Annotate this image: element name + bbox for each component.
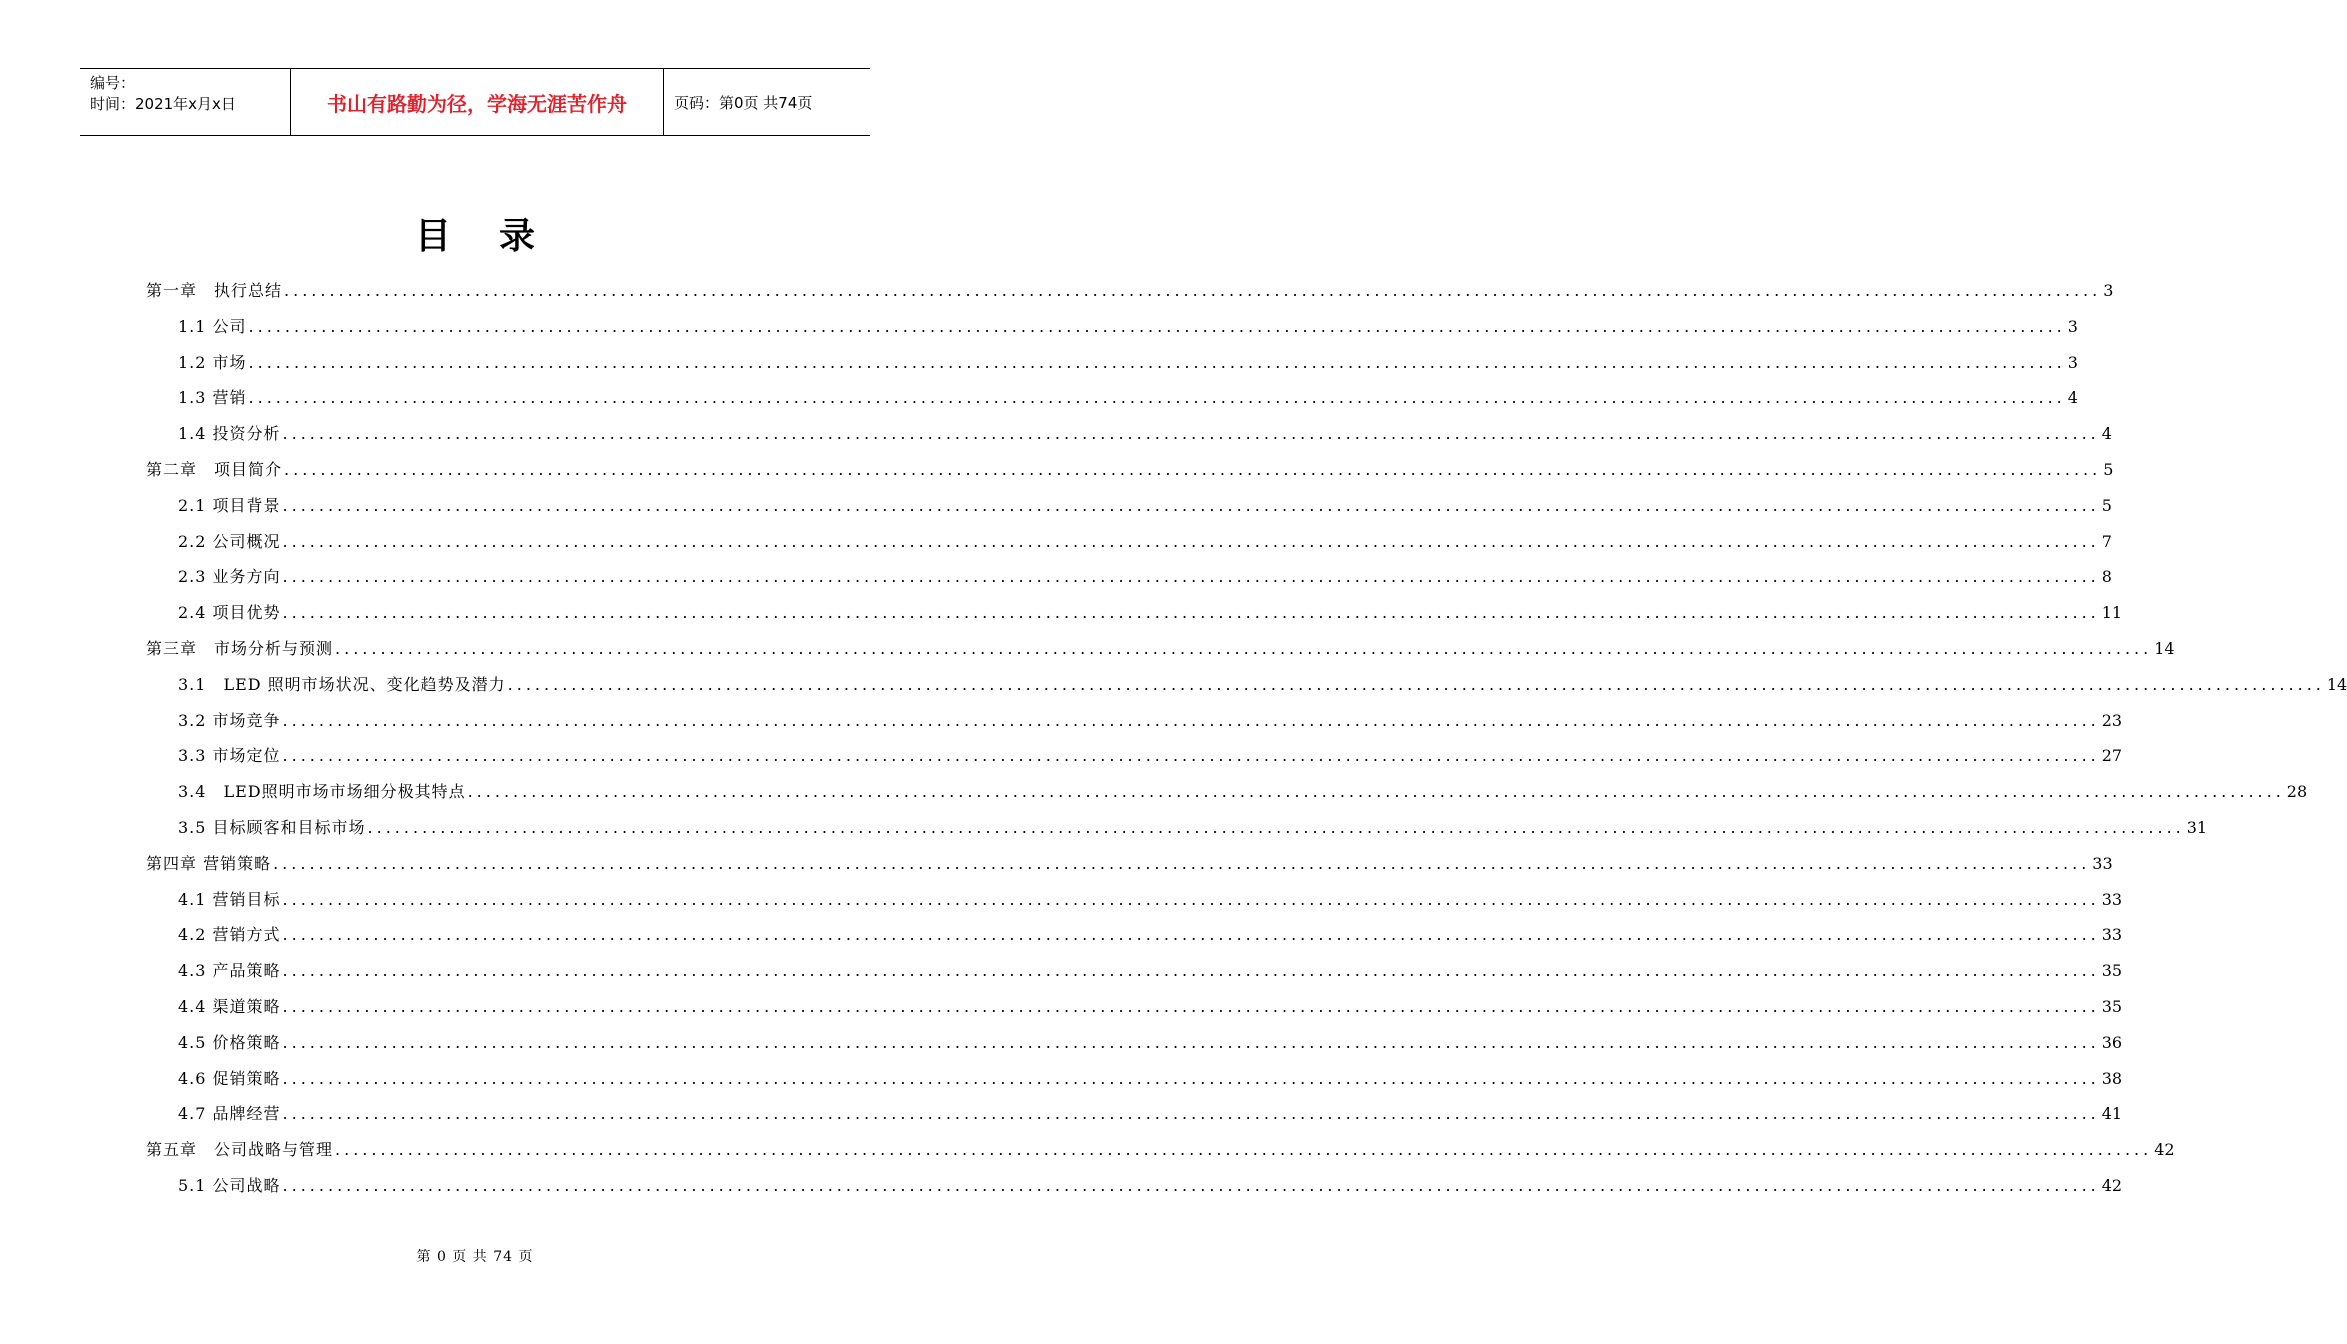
toc-entry-label: 1.3 营销 xyxy=(178,388,247,408)
time-label: 时间：2021年x月x日 xyxy=(90,95,236,113)
toc-entry-label: 5.1 公司战略 xyxy=(178,1176,281,1195)
toc-entry-label: 第四章 营销策略 xyxy=(146,853,272,873)
toc-leader-dots: ........................................................................................................................................................................................................ xyxy=(284,460,2102,479)
toc-leader-dots: ........................................................................................................................................................................................................ xyxy=(282,531,2100,551)
toc-entry-page: 27 xyxy=(2101,746,2123,766)
toc-entry-page: 3 xyxy=(2103,281,2114,300)
toc-entry-page: 31 xyxy=(2186,818,2208,837)
toc-leader-dots: ........................................................................................................................................................................................................ xyxy=(282,710,2100,730)
header-page-info: 页码：第0页 共74页 xyxy=(664,69,871,136)
toc-title: 目录 xyxy=(414,216,583,257)
toc-entry-page: 4 xyxy=(2101,424,2112,444)
toc-chapter-entry[interactable] xyxy=(146,454,2114,486)
toc-leader-dots: ........................................................................................................................................................................................................ xyxy=(335,1140,2153,1160)
toc-entry-page: 42 xyxy=(2101,1176,2123,1195)
toc-entry-page: 35 xyxy=(2101,961,2123,981)
toc-leader-dots: ........................................................................................................................................................................................................ xyxy=(284,281,2102,300)
toc-section-entry[interactable] xyxy=(178,561,2112,593)
toc-entry-label: 2.4 项目优势 xyxy=(178,603,281,623)
toc-entry-label: 4.6 促销策略 xyxy=(178,1068,281,1088)
toc-section-entry[interactable] xyxy=(178,1027,2123,1059)
toc-entry-page: 33 xyxy=(2101,889,2123,909)
toc-section-entry[interactable] xyxy=(178,1063,2123,1095)
toc-section-entry[interactable] xyxy=(178,490,2112,522)
toc-entry-page: 14 xyxy=(2154,639,2175,658)
toc-entry-page: 7 xyxy=(2101,531,2112,551)
toc-entry-label: 第三章 市场分析与预测 xyxy=(146,639,334,658)
toc-entry-page: 33 xyxy=(2101,925,2123,945)
toc-entry-page: 41 xyxy=(2101,1104,2123,1124)
toc-chapter-entry[interactable] xyxy=(146,1134,2175,1166)
toc-leader-dots: ........................................................................................................................................................................................................ xyxy=(507,674,2325,694)
toc-entry-page: 11 xyxy=(2101,603,2123,623)
toc-entry-label: 第二章 项目简介 xyxy=(146,460,283,479)
toc-entry-page: 3 xyxy=(2067,316,2078,336)
toc-entry-label: 第五章 公司战略与管理 xyxy=(146,1140,334,1160)
toc-section-entry[interactable] xyxy=(178,919,2123,951)
toc-leader-dots: ........................................................................................................................................................................................................ xyxy=(282,1104,2100,1124)
toc-chapter-entry[interactable] xyxy=(146,275,2114,307)
header-motto: 书山有路勤为径，学海无涯苦作舟 xyxy=(291,69,664,136)
toc-entry-label: 4.5 价格策略 xyxy=(178,1032,281,1052)
toc-entry-label: 3.2 市场竞争 xyxy=(178,710,281,730)
toc-entry-label: 1.1 公司 xyxy=(178,316,247,336)
toc-leader-dots: ........................................................................................................................................................................................................ xyxy=(282,567,2100,587)
toc-leader-dots: ........................................................................................................................................................................................................ xyxy=(367,818,2185,837)
toc-entry-page: 8 xyxy=(2101,567,2112,587)
toc-entry-page: 42 xyxy=(2154,1140,2175,1160)
toc-section-entry[interactable] xyxy=(178,669,2347,701)
toc-entry-page: 5 xyxy=(2101,495,2112,515)
document-header xyxy=(80,68,870,136)
toc-entry-label: 3.5 目标顾客和目标市场 xyxy=(178,818,366,837)
toc-entry-label: 3.3 市场定位 xyxy=(178,746,281,766)
toc-leader-dots: ........................................................................................................................................................................................................ xyxy=(282,495,2100,515)
toc-leader-dots: ........................................................................................................................................................................................................ xyxy=(282,997,2100,1016)
toc-leader-dots: ........................................................................................................................................................................................................ xyxy=(282,1068,2100,1088)
toc-leader-dots: ........................................................................................................................................................................................................ xyxy=(282,1032,2100,1052)
toc-section-entry[interactable] xyxy=(178,382,2078,414)
toc-section-entry[interactable] xyxy=(178,1098,2123,1130)
toc-leader-dots: ........................................................................................................................................................................................................ xyxy=(282,961,2100,981)
toc-entry-label: 3.4 LED照明市场市场细分极其特点 xyxy=(178,782,466,802)
page-footer: 第 0 页 共 74 页 xyxy=(416,1249,534,1265)
toc-chapter-entry[interactable] xyxy=(146,633,2175,665)
toc-section-entry[interactable] xyxy=(178,597,2123,629)
toc-chapter-entry[interactable] xyxy=(146,848,2113,880)
toc-section-entry[interactable] xyxy=(178,1170,2123,1202)
toc-entry-page: 4 xyxy=(2067,388,2078,408)
toc-section-entry[interactable] xyxy=(178,705,2123,737)
toc-leader-dots: ........................................................................................................................................................................................................ xyxy=(248,388,2066,408)
toc-leader-dots: ........................................................................................................................................................................................................ xyxy=(282,603,2100,623)
toc-section-entry[interactable] xyxy=(178,991,2123,1023)
toc-section-entry[interactable] xyxy=(178,526,2112,558)
toc-leader-dots: ........................................................................................................................................................................................................ xyxy=(282,746,2100,766)
toc-entry-page: 35 xyxy=(2101,997,2123,1016)
toc-entry-page: 23 xyxy=(2101,710,2123,730)
header-meta xyxy=(80,69,291,136)
toc-entry-page: 36 xyxy=(2101,1032,2123,1052)
toc-section-entry[interactable] xyxy=(178,955,2123,987)
toc-leader-dots: ........................................................................................................................................................................................................ xyxy=(273,853,2091,873)
toc-entry-label: 3.1 LED 照明市场状况、变化趋势及潜力 xyxy=(178,674,506,694)
toc-leader-dots: ........................................................................................................................................................................................................ xyxy=(282,925,2100,945)
toc-entry-label: 2.1 项目背景 xyxy=(178,495,281,515)
toc-leader-dots: ........................................................................................................................................................................................................ xyxy=(248,316,2066,336)
toc-section-entry[interactable] xyxy=(178,884,2123,916)
toc-section-entry[interactable] xyxy=(178,311,2078,343)
toc-entry-page: 3 xyxy=(2067,352,2078,372)
toc-entry-label: 4.4 渠道策略 xyxy=(178,997,281,1016)
toc-leader-dots: ........................................................................................................................................................................................................ xyxy=(282,1176,2100,1195)
toc-entry-page: 33 xyxy=(2092,853,2113,873)
toc-leader-dots: ........................................................................................................................................................................................................ xyxy=(467,782,2285,802)
toc-leader-dots: ........................................................................................................................................................................................................ xyxy=(248,352,2066,372)
toc-entry-page: 5 xyxy=(2103,460,2114,479)
toc-section-entry[interactable] xyxy=(178,776,2308,808)
toc-leader-dots: ........................................................................................................................................................................................................ xyxy=(335,639,2153,658)
toc-section-entry[interactable] xyxy=(178,418,2112,450)
toc-entry-page: 28 xyxy=(2286,782,2308,802)
toc-entry-label: 第一章 执行总结 xyxy=(146,281,283,300)
toc-entry-label: 4.1 营销目标 xyxy=(178,889,281,909)
toc-leader-dots: ........................................................................................................................................................................................................ xyxy=(282,424,2100,444)
toc-entry-label: 1.2 市场 xyxy=(178,352,247,372)
number-label: 编号： xyxy=(90,74,136,92)
toc-entry-label: 4.7 品牌经营 xyxy=(178,1104,281,1124)
toc-entry-label: 4.2 营销方式 xyxy=(178,925,281,945)
toc-leader-dots: ........................................................................................................................................................................................................ xyxy=(282,889,2100,909)
toc-entry-page: 14 xyxy=(2326,674,2347,694)
toc-section-entry[interactable] xyxy=(178,347,2078,379)
toc-entry-label: 1.4 投资分析 xyxy=(178,424,281,444)
toc-entry-label: 2.2 公司概况 xyxy=(178,531,281,551)
toc-section-entry[interactable] xyxy=(178,740,2123,772)
toc-entry-page: 38 xyxy=(2101,1068,2123,1088)
toc-section-entry[interactable] xyxy=(178,812,2208,844)
toc-entry-label: 4.3 产品策略 xyxy=(178,961,281,981)
toc-entry-label: 2.3 业务方向 xyxy=(178,567,281,587)
